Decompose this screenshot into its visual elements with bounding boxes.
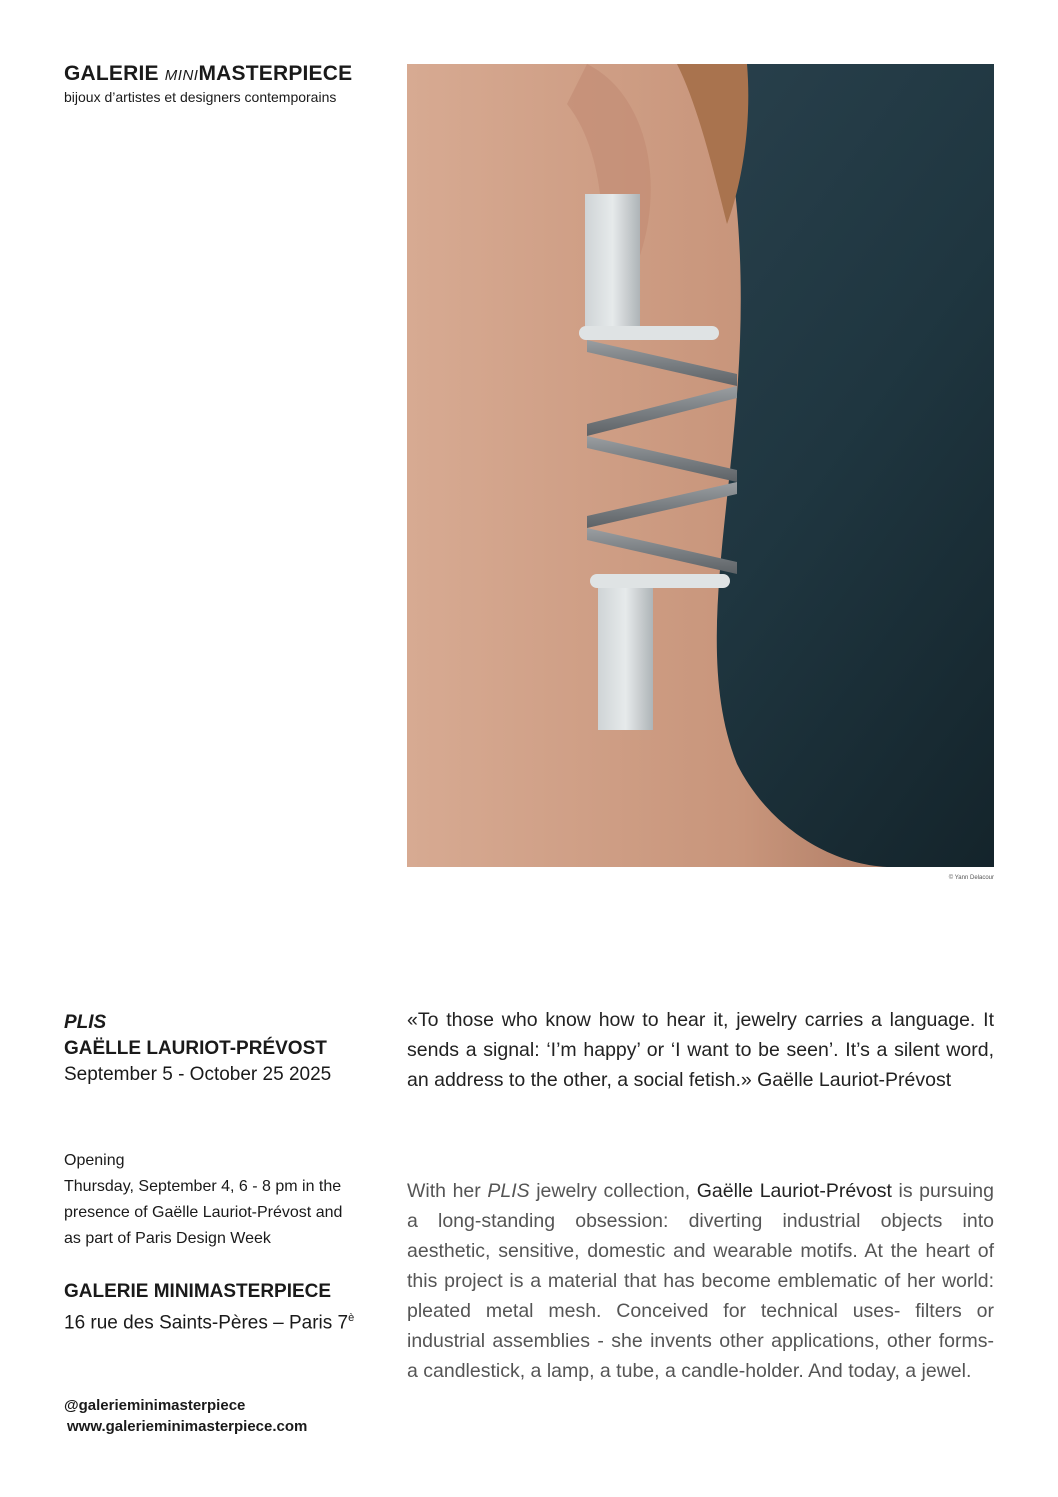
website-link[interactable]: www.galerieminimasterpiece.com <box>67 1418 308 1435</box>
instagram-handle[interactable]: @galerieminimasterpiece <box>64 1397 246 1414</box>
gallery-logo <box>64 62 352 105</box>
address-street: 16 rue des Saints-Pères – Paris $7^è$ <box>64 1312 355 1334</box>
photo-credit: © Yann Delacour <box>948 875 994 881</box>
gallery-address <box>64 1279 374 1336</box>
contact-links <box>64 1395 374 1437</box>
artist-name: GAËLLE LAURIOT-PRÉVOST <box>64 1038 327 1059</box>
exhibition-title: PLIS <box>64 1012 107 1033</box>
opening-line: as part of Paris Design Week <box>64 1230 271 1247</box>
exhibition-dates: September 5 - October 25 2025 <box>64 1064 332 1085</box>
gallery-name: GALERIE MINIMASTERPIECE <box>64 62 353 85</box>
address-gallery-name: GALERIE MINIMASTERPIECE <box>64 1281 332 1302</box>
gallery-tagline: bijoux d’artistes et designers contemporains <box>64 89 337 105</box>
opening-label: Opening <box>64 1152 125 1169</box>
earring-photo <box>407 64 994 867</box>
description-paragraph: With her PLIS jewelry collection, Gaëlle Lauriot-Prévost is pursuing a long-standing obsession: diverting industrial objects into aesthetic, sensitive, domestic and wearable motifs. At the heart of this project is a material that has become emblematic of her world: pleated metal mesh. Conceived for technical uses- filters or industrial assemblies - she invents other applications, other forms- a candlestick, a lamp, a tube, a candle-holder. And today, a jewel. <box>407 1180 994 1382</box>
opening-line: Thursday, September 4, 6 - 8 pm in the <box>64 1178 342 1195</box>
opening-line: presence of Gaëlle Lauriot-Prévost and <box>64 1204 343 1221</box>
opening-info <box>64 1148 374 1252</box>
artist-quote: «To those who know how to hear it, jewelry carries a language. It sends a signal: ‘I’m happy’ or ‘I want to be seen’. It’s a silent word, an address to the other, a social fetish.» Gaëlle Lauriot-Prévost <box>407 1009 994 1091</box>
exhibition-heading <box>64 1010 374 1088</box>
